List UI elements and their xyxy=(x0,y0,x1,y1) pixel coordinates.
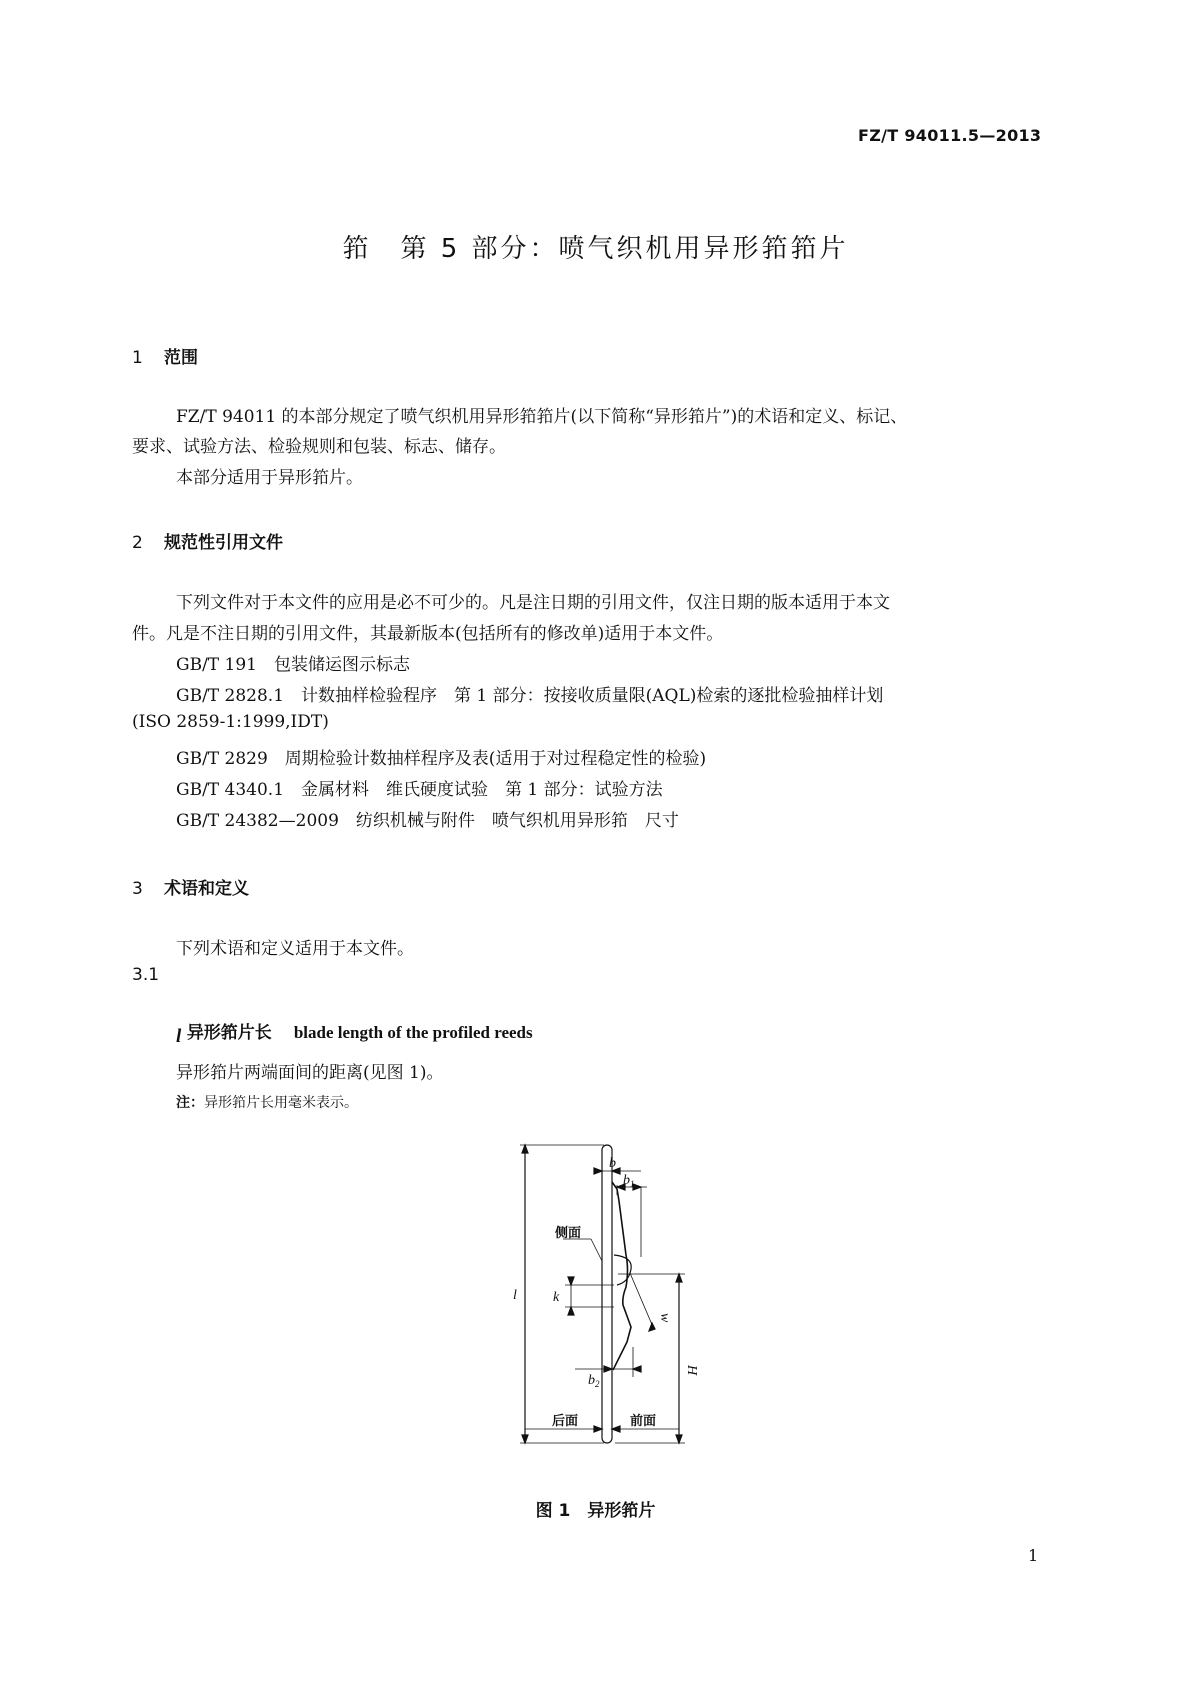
reference-item: GB/T 191 包装储运图示标志 xyxy=(176,655,410,675)
standard-code: FZ/T 94011.5—2013 xyxy=(858,126,1042,145)
label-H: H xyxy=(684,1365,699,1376)
section-3-heading xyxy=(132,874,249,899)
reed-blade-diagram xyxy=(505,1137,705,1457)
blade-outline xyxy=(602,1145,612,1443)
section-1-para-2: 本部分适用于异形筘片。 xyxy=(176,468,363,488)
label-side: 侧面 xyxy=(555,1225,582,1240)
section-2-para-1-line-2: 件。凡是不注日期的引用文件，其最新版本(包括所有的修改单)适用于本文件。 xyxy=(132,624,724,644)
label-front: 前面 xyxy=(630,1413,657,1428)
section-2-para-1-line-1: 下列文件对于本文件的应用是必不可少的。凡是注日期的引用文件，仅注日期的版本适用于本文 xyxy=(176,593,890,613)
section-2-number: 2 xyxy=(132,533,143,553)
blade-front-profile xyxy=(612,1182,631,1370)
reference-item: GB/T 4340.1 金属材料 维氏硬度试验 第 1 部分：试验方法 xyxy=(176,780,663,800)
term-heading xyxy=(176,998,533,1043)
term-definition: 异形筘片两端面间的距离(见图 1)。 xyxy=(176,1063,444,1083)
label-back: 后面 xyxy=(552,1413,579,1428)
term-number: 3.1 xyxy=(132,965,160,985)
reference-item: GB/T 2828.1 计数抽样检验程序 第 1 部分：按接收质量限(AQL)检索的逐批检验抽样计划 xyxy=(176,686,884,706)
note-text: 异形筘片长用毫米表示。 xyxy=(204,1095,358,1111)
label-l: l xyxy=(513,1288,517,1303)
term-chinese: 异形筘片长 xyxy=(186,1023,272,1043)
section-1-title: 范围 xyxy=(164,348,198,368)
section-2-title: 规范性引用文件 xyxy=(164,533,283,553)
bump-profile xyxy=(614,1255,631,1285)
page-number: 1 xyxy=(1028,1546,1039,1565)
section-1-heading xyxy=(132,343,198,368)
label-w: w xyxy=(657,1313,672,1323)
label-b: b xyxy=(609,1156,616,1171)
document-title: 筘 第 5 部分：喷气织机用异形筘筘片 xyxy=(342,234,849,264)
section-1-number: 1 xyxy=(132,348,143,368)
label-b2: $b_2$ xyxy=(588,1373,600,1389)
section-2-heading xyxy=(132,528,283,553)
section-1-para-1-line-1: FZ/T 94011 的本部分规定了喷气织机用异形筘筘片(以下简称“异形筘片”)的术语和定义、标记、 xyxy=(176,407,908,427)
reference-item: GB/T 24382—2009 纺织机械与附件 喷气织机用异形筘 尺寸 xyxy=(176,811,679,831)
reference-item-continuation: (ISO 2859-1:1999,IDT) xyxy=(132,712,329,732)
figure-caption: 图 1 异形筘片 xyxy=(535,1501,656,1521)
term-note xyxy=(176,1092,358,1112)
term-symbol: l xyxy=(176,1026,182,1047)
section-3-intro: 下列术语和定义适用于本文件。 xyxy=(176,939,414,959)
w-leader xyxy=(630,1273,653,1327)
reference-item: GB/T 2829 周期检验计数抽样程序及表(适用于对过程稳定性的检验) xyxy=(176,749,707,769)
note-label: 注： xyxy=(176,1095,204,1111)
section-1-para-1-line-2: 要求、试验方法、检验规则和包装、标志、储存。 xyxy=(132,437,506,457)
term-english: blade length of the profiled reeds xyxy=(293,1023,533,1042)
section-3-number: 3 xyxy=(132,879,143,899)
label-k: k xyxy=(553,1290,560,1305)
section-3-title: 术语和定义 xyxy=(164,879,249,899)
side-leader xyxy=(591,1239,602,1261)
label-b1: $b_1$ xyxy=(623,1173,635,1189)
